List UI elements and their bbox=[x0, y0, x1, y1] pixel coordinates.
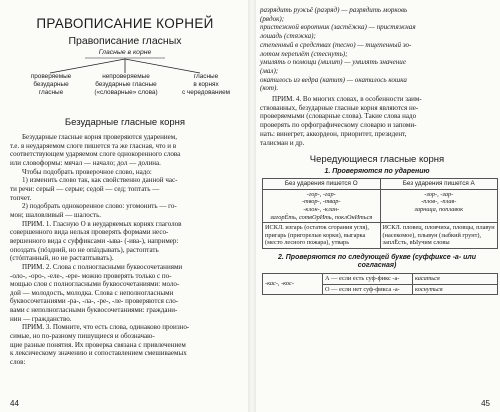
page-title: ПРАВОПИСАНИЕ КОРНЕЙ bbox=[36, 16, 214, 31]
text-line: ти речи: серый — серые; седой — сед; топтать — bbox=[10, 184, 160, 193]
tree-branch-checked: проверяемые безударные гласные bbox=[30, 73, 72, 96]
text-line: 2) подобрать однокоренное слово: угомонить — го- bbox=[22, 202, 177, 211]
vowels-heading: Правописание гласных bbox=[68, 35, 182, 47]
tree-root: Гласные в корне bbox=[98, 49, 152, 56]
text-line: или словоформы: мячал — начало; дол — долина. bbox=[10, 158, 161, 167]
text-line: совершенного вида нельзя проверять формами несо- bbox=[10, 228, 169, 237]
text-line: нин — гражданство. bbox=[10, 314, 72, 323]
text-line: слов: bbox=[10, 358, 26, 367]
text-line: проверяемыми (словарные слова). Такие слова надо bbox=[260, 112, 417, 121]
table-header-row bbox=[263, 179, 498, 190]
text-line: ствованных, безударные гласные корня являются не- bbox=[260, 103, 419, 112]
table-cell: -гор-, -гар- -твор-, -твар- -клон-, -клан- загорЁть, сотвОрИть, поклОнИться bbox=[263, 189, 381, 222]
text-line: нать: винегрет, аккордеон, приоритет, президент, bbox=[260, 129, 407, 138]
text-line: буквосочетаниями -ра-, -ла-, -ре-, -ле- проверяются сло- bbox=[10, 297, 179, 306]
text-line: лошадь (стяжка); bbox=[260, 32, 316, 41]
table-row bbox=[263, 223, 498, 249]
table-header: Без ударения пишется О bbox=[263, 179, 381, 190]
subheading-letter: 2. Проверяются по следующей букве (суффиксе -а- или согласная) bbox=[277, 254, 477, 269]
table-cell: -зор-, -зар- -плов-, -плав- зарница, поплавок bbox=[380, 189, 498, 222]
vowel-tree-diagram bbox=[10, 47, 240, 117]
text-line: ПРИМ. 4. Во многих словах, в особенности заим- bbox=[272, 95, 422, 104]
table-cell: ИСКЛ. изгарь (остаток сгорания угля), пригарь (пригорелые корки), выгарка (место лесного пожара), утварь bbox=[263, 223, 381, 249]
text-line: мощью слов с полногласными буквосочетаниями: моло- bbox=[10, 280, 180, 289]
text-line: вершенного вида с суффиксами -ыва- (-ива-), например: bbox=[10, 236, 179, 245]
alternating-heading: Чередующиеся гласные корня bbox=[309, 154, 445, 166]
text-line: умилять о помощи (милит) — умилять значение bbox=[260, 58, 406, 67]
text-line: лотом переплёт (стеснуть); bbox=[260, 49, 348, 58]
table-cell: -кас-, -кос- bbox=[263, 274, 323, 295]
text-line: мон; шаловливый — шалость. bbox=[10, 210, 102, 219]
text-line: степенный в средствах (тесно) — тщепенный зо- bbox=[260, 40, 412, 49]
text-line: талисман и др. bbox=[260, 138, 305, 147]
text-line: соответствующем ударяемом слоге однокоренного слова bbox=[10, 150, 181, 159]
text-line: т.е. в неударяемом слоге пишется та же гласная, что и в bbox=[10, 141, 177, 150]
text-line: опоздать (пóздний, но не опáздывать), растоптать bbox=[10, 245, 159, 254]
text-line: щие разные понятия. Их проверка связана с привлечением bbox=[10, 340, 186, 349]
text-line: Безударные гласные корня проверяются ударением, bbox=[22, 133, 177, 141]
page-number-left: 44 bbox=[10, 399, 19, 408]
table-row bbox=[263, 189, 498, 222]
text-line: пристежной воротник (застёжка) — пристяжная bbox=[260, 23, 416, 32]
section-heading: Безударные гласные корня bbox=[64, 117, 186, 128]
text-line: ПРИМ. 3. Помните, что есть слова, одинаково произно- bbox=[22, 323, 190, 332]
stress-table bbox=[262, 178, 498, 249]
text-line: ПРИМ. 1. Гласную О в неударяемых корнях глаголов bbox=[22, 219, 182, 228]
text-line: разрядить ружьё (разряд) — разрядить морковь bbox=[260, 6, 408, 14]
text-line: (кот). bbox=[260, 84, 279, 93]
text-line: (рядок); bbox=[260, 14, 285, 23]
text-line: к лексическому значению и сопоставлением смешиваемых bbox=[10, 349, 187, 358]
text-line: (мал); bbox=[260, 66, 279, 75]
table-row bbox=[263, 274, 498, 285]
text-line: -оло-, -оро-, -еле-, -ере- можно проверять только с по- bbox=[10, 271, 172, 280]
subheading-stress: 1. Проверяются по ударению bbox=[324, 168, 430, 176]
text-line: вами с неполногласными буквосочетаниями: граждани- bbox=[10, 306, 178, 315]
tree-branch-unchecked: непроверяемые безударные гласные («словарные» слова) bbox=[94, 73, 158, 96]
left-page bbox=[0, 0, 248, 412]
text-line: топчет. bbox=[10, 193, 32, 202]
book-gutter bbox=[248, 0, 256, 412]
text-line: (стóптанный, но не растаптывать). bbox=[10, 254, 114, 263]
table-cell: коснуться bbox=[413, 284, 498, 295]
right-body-text bbox=[260, 6, 494, 147]
text-line: Чтобы подобрать проверочное слово, надо: bbox=[22, 167, 152, 176]
table-cell: ИСКЛ. пловец, пловчиха, пловцы, плавун (насекомое), плывун (зыбкий грунт), заплЁсть, вЫучим словы bbox=[380, 223, 498, 249]
table-header: Без ударения пишется А bbox=[380, 179, 498, 190]
text-line: окатилось из ведра (катит) — окатилось кошка bbox=[260, 75, 407, 84]
tree-branch-alternating: гласные в корнях с чередованием bbox=[181, 73, 231, 96]
letter-table bbox=[262, 273, 498, 295]
page-number-right: 45 bbox=[481, 399, 490, 408]
left-body-text bbox=[10, 133, 240, 367]
table-cell: касаться bbox=[413, 274, 498, 285]
text-line: ПРИМ. 2. Слова с полногласными буквосочетаниями bbox=[22, 262, 183, 271]
text-line: 1) изменить слово так, как свойственно данной час- bbox=[22, 176, 178, 185]
table-cell: О — если нет суф-фикса -а- bbox=[323, 284, 413, 295]
table-cell: А — если есть суф-фикс -а- bbox=[323, 274, 413, 285]
text-line: проверять по орфографическому словарю и запоми- bbox=[260, 121, 417, 130]
text-line: дой — молодость, молодка. Слова с неполногласными bbox=[10, 288, 174, 297]
right-page bbox=[256, 0, 500, 412]
text-line: симые, но по-разному пишущиеся и обозначаю- bbox=[10, 332, 155, 341]
